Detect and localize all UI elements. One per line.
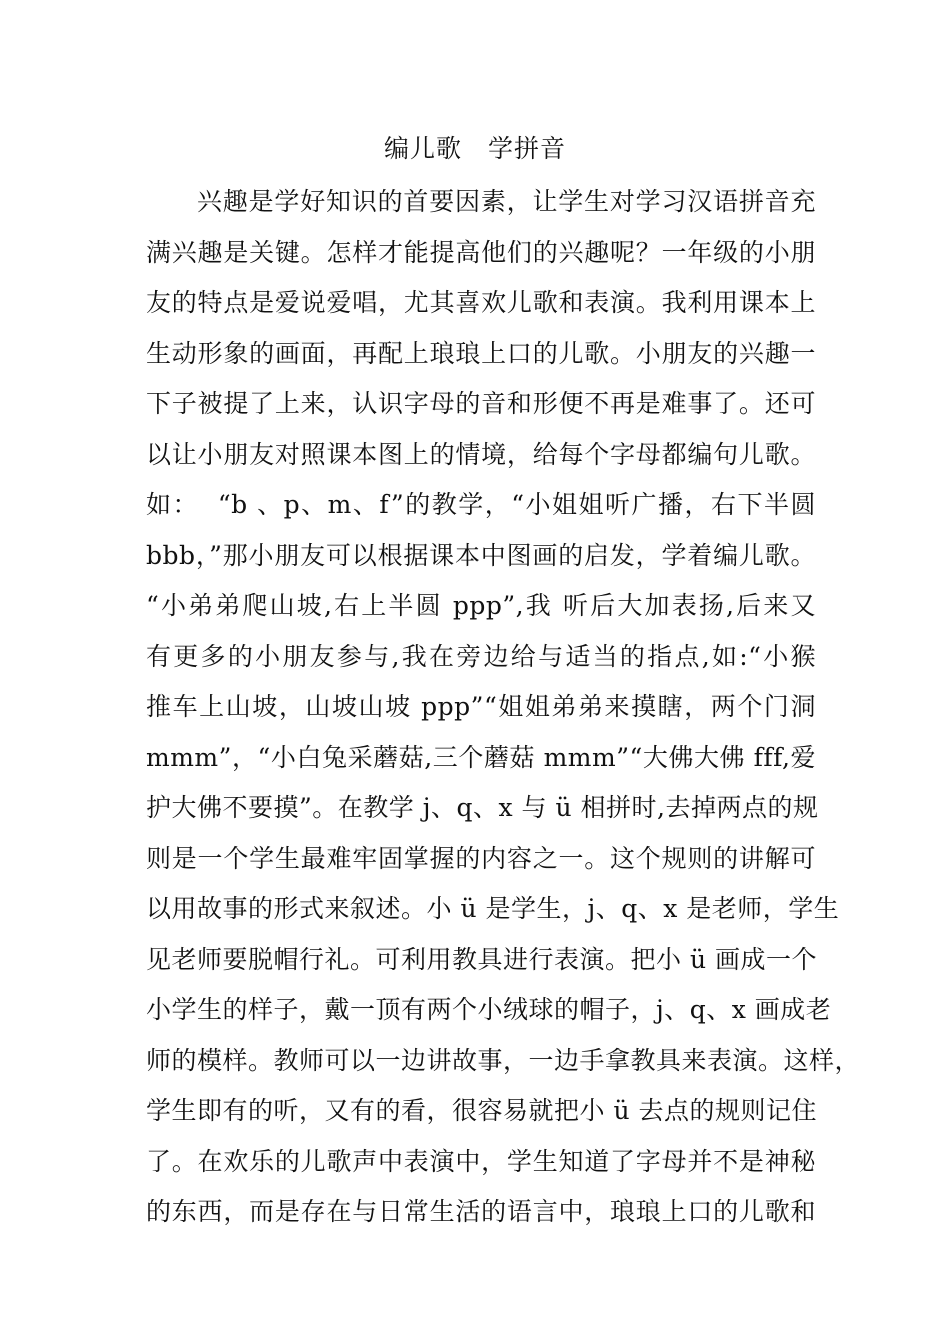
text-line: 见老师要脱帽行礼。可利用教具进行表演。把小 ü 画成一个 — [146, 944, 817, 974]
text-line: bbb，”那小朋友可以根据课本中图画的启发，学着编儿歌。 — [146, 540, 816, 570]
text-line: 则是一个学生最难牢固掌握的内容之一。这个规则的讲解可 — [146, 843, 816, 873]
text-line: 小学生的样子，戴一顶有两个小绒球的帽子，j、q、x 画成老 — [146, 995, 832, 1024]
body-paragraph — [146, 177, 861, 1238]
text-line: 有更多的小朋友参与,我在旁边给与适当的指点,如:“小猴 — [146, 641, 816, 671]
text-line: 生动形象的画面，再配上琅琅上口的儿歌。小朋友的兴趣一 — [146, 338, 816, 368]
text-line: 护大佛不要摸”。在教学 j、q、x 与 ü 相拼时,去掉两点的规 — [146, 793, 819, 822]
text-line: 以用故事的形式来叙述。小 ü 是学生，j、q、x 是老师，学生 — [146, 894, 840, 923]
text-line: 兴趣是学好知识的首要因素，让学生对学习汉语拼音充 — [197, 187, 816, 216]
text-line: 的东西，而是存在与日常生活的语言中，琅琅上口的儿歌和 — [146, 1197, 816, 1226]
text-line: “小弟弟爬山坡,右上半圆 ppp”,我 听后大加表扬,后来又 — [146, 591, 816, 620]
text-line: 友的特点是爱说爱唱，尤其喜欢儿歌和表演。我利用课本上 — [146, 288, 816, 317]
text-line: 师的模样。教师可以一边讲故事，一边手拿教具来表演。这样， — [146, 1045, 861, 1075]
text-line: 满兴趣是关键。怎样才能提高他们的兴趣呢？一年级的小朋 — [146, 237, 816, 267]
text-line: 下子被提了上来，认识字母的音和形便不再是难事了。还可 — [146, 389, 816, 418]
page-title: 编儿歌 学拼音 — [383, 134, 566, 163]
text-line: 学生即有的听，又有的看，很容易就把小 ü 去点的规则记住 — [146, 1096, 817, 1125]
text-line: 以让小朋友对照课本图上的情境，给每个字母都编句儿歌。 — [146, 439, 816, 469]
text-line: mmm”，“小白兔采蘑菇,三个蘑菇 mmm”“大佛大佛 fff,爱 — [146, 742, 816, 772]
text-line: 推车上山坡，山坡山坡 ppp”“姐姐弟弟来摸瞎，两个门洞 — [146, 692, 816, 721]
text-line: 了。在欢乐的儿歌声中表演中，学生知道了字母并不是神秘 — [146, 1146, 816, 1176]
text-line: 如： “b 、p、m、f”的教学，“小姐姐听广播，右下半圆 — [146, 490, 816, 519]
